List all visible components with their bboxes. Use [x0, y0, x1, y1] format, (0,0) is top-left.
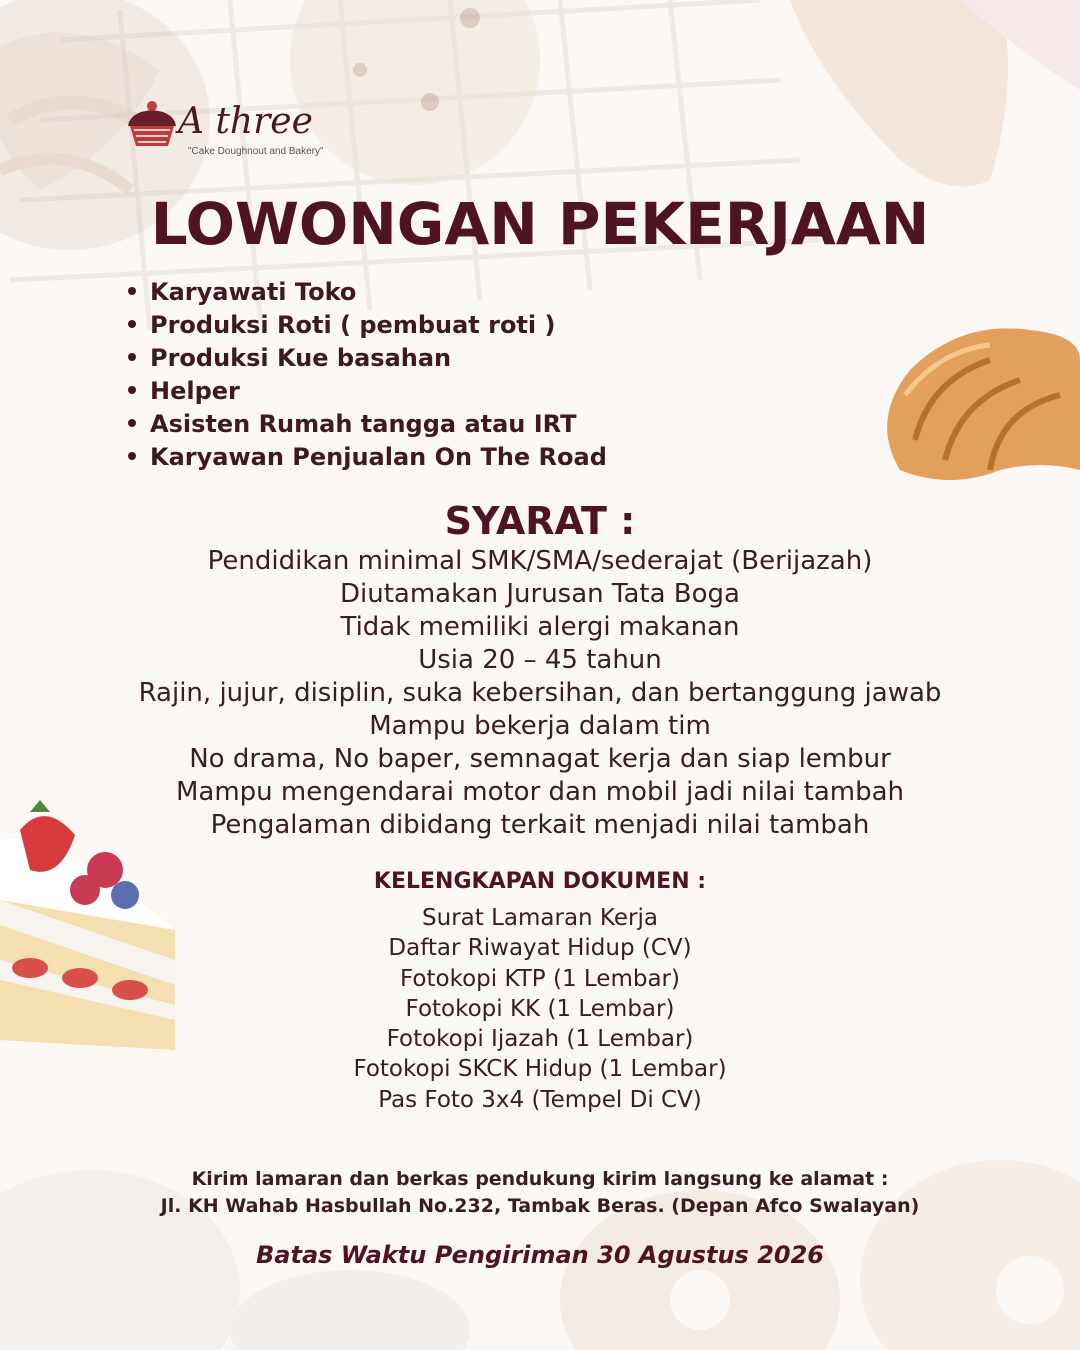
list-item: Fotokopi Ijazah (1 Lembar) — [386, 1026, 694, 1053]
list-item: Usia 20 – 45 tahun — [418, 645, 662, 675]
list-item: No drama, No baper, semnagat kerja dan siap lembur — [189, 744, 891, 774]
bullet-icon — [128, 287, 136, 295]
list-item — [128, 375, 607, 408]
list-item — [128, 309, 607, 342]
list-item — [128, 342, 607, 375]
list-item: Daftar Riwayat Hidup (CV) — [388, 935, 692, 962]
list-item: Mampu mengendarai motor dan mobil jadi nilai tambah — [175, 777, 905, 807]
requirements-heading: SYARAT : — [444, 499, 636, 543]
list-item: Diutamakan Jurusan Tata Boga — [339, 579, 740, 609]
documents-heading: KELENGKAPAN DOKUMEN : — [373, 869, 707, 894]
job-positions-list — [128, 276, 607, 474]
bread-illustration — [790, 0, 1080, 187]
requirements-list — [0, 545, 1080, 842]
croissant-illustration — [887, 328, 1080, 480]
position-label: Produksi Kue basahan — [150, 344, 452, 372]
position-label: Asisten Rumah tangga atau IRT — [150, 410, 577, 438]
bullet-icon — [128, 320, 136, 328]
cupcake-icon — [124, 96, 180, 152]
list-item: Fotokopi KK (1 Lembar) — [405, 995, 675, 1022]
list-item: Surat Lamaran Kerja — [422, 905, 658, 931]
list-item: Tidak memiliki alergi makanan — [340, 612, 740, 642]
send-instruction-text: Kirim lamaran dan berkas pendukung kirim langsung ke alamat : — [191, 1168, 889, 1190]
list-item — [128, 441, 607, 474]
position-label: Produksi Roti ( pembuat roti ) — [150, 311, 556, 339]
bullet-icon — [128, 353, 136, 361]
bullet-icon — [128, 386, 136, 394]
list-item: Fotokopi SKCK Hidup (1 Lembar) — [353, 1056, 727, 1083]
bullet-icon — [128, 452, 136, 460]
list-item — [128, 408, 607, 441]
list-item: Pengalaman dibidang terkait menjadi nilai tambah — [210, 810, 870, 840]
bullet-icon — [128, 419, 136, 427]
brand-logo — [124, 96, 344, 168]
deadline-text: Batas Waktu Pengiriman 30 Agustus 2026 — [255, 1241, 824, 1269]
list-item: Pas Foto 3x4 (Tempel Di CV) — [378, 1086, 702, 1113]
address-text: Jl. KH Wahab Hasbullah No.232, Tambak Beras. (Depan Afco Swalayan) — [160, 1195, 920, 1217]
list-item: Pendidikan minimal SMK/SMA/sederajat (Berijazah) — [207, 546, 873, 576]
brand-tagline: "Cake Doughnout and Bakery" — [188, 146, 324, 157]
list-item: Rajin, jujur, disiplin, suka kebersihan, dan bertanggung jawab — [138, 678, 942, 708]
list-item: Fotokopi KTP (1 Lembar) — [400, 965, 680, 992]
list-item — [128, 276, 607, 309]
list-item: Mampu bekerja dalam tim — [369, 711, 711, 741]
brand-name: A three — [178, 101, 313, 142]
position-label: Helper — [150, 377, 240, 405]
position-label: Karyawan Penjualan On The Road — [150, 443, 607, 471]
send-instructions — [0, 1166, 1080, 1220]
position-label: Karyawati Toko — [150, 278, 357, 306]
page-title: LOWONGAN PEKERJAAN — [150, 190, 930, 258]
documents-list — [0, 903, 1080, 1115]
